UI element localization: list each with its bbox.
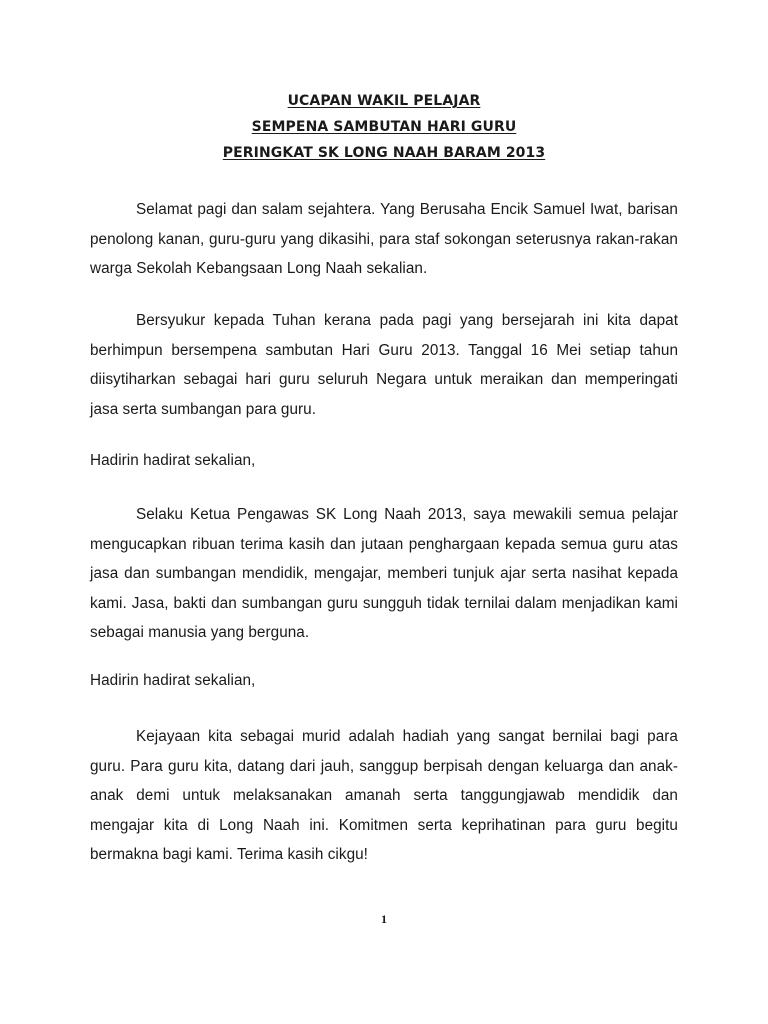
paragraph: Selaku Ketua Pengawas SK Long Naah 2013, saya mewakili semua pelajar mengucapkan ribuan terima kasih dan jutaan penghargaan kepada semua guru atas jasa dan sumbangan mendidik, mengajar, memberi tunjuk ajar serta nasihat kepada kami. Jasa, bakti dan sumbangan guru sungguh tidak ternilai dalam menjadikan kami sebagai manusia yang berguna. <box>90 506 678 641</box>
paragraph: Bersyukur kepada Tuhan kerana pada pagi yang bersejarah ini kita dapat berhimpun bersempena sambutan Hari Guru 2013. Tanggal 16 Mei setiap tahun diisytiharkan sebagai hari guru seluruh Negara untuk meraikan dan memperingati jasa serta sumbangan para guru. <box>90 312 678 418</box>
paragraph-success <box>90 722 678 870</box>
title-line-1: UCAPAN WAKIL PELAJAR <box>287 93 481 109</box>
paragraph: Selamat pagi dan salam sejahtera. Yang Berusaha Encik Samuel Iwat, barisan penolong kanan, guru-guru yang dikasihi, para staf sokongan seterusnya rakan-rakan warga Sekolah Kebangsaan Long Naah sekalian. <box>90 201 678 277</box>
document-title <box>0 88 768 166</box>
title-line-2: SEMPENA SAMBUTAN HARI GURU <box>251 119 517 135</box>
paragraph: Kejayaan kita sebagai murid adalah hadiah yang sangat bernilai bagi para guru. Para guru kita, datang dari jauh, sanggup berpisah dengan keluarga dan anak-anak demi untuk melaksanakan amanah serta tanggungjawab mendidik dan mengajar kita di Long Naah ini. Komitmen serta keprihatinan para guru begitu bermakna bagi kami. Terima kasih cikgu! <box>90 728 678 863</box>
page-number: 1 <box>381 912 387 926</box>
title-line-3: PERINGKAT SK LONG NAAH BARAM 2013 <box>222 145 546 161</box>
paragraph-gratitude <box>90 306 678 424</box>
salutation-2 <box>90 666 678 696</box>
salutation-1 <box>90 446 678 476</box>
salutation: Hadirin hadirat sekalian, <box>90 672 256 689</box>
paragraph-thanks <box>90 500 678 648</box>
salutation: Hadirin hadirat sekalian, <box>90 452 256 469</box>
paragraph-greeting <box>90 195 678 284</box>
